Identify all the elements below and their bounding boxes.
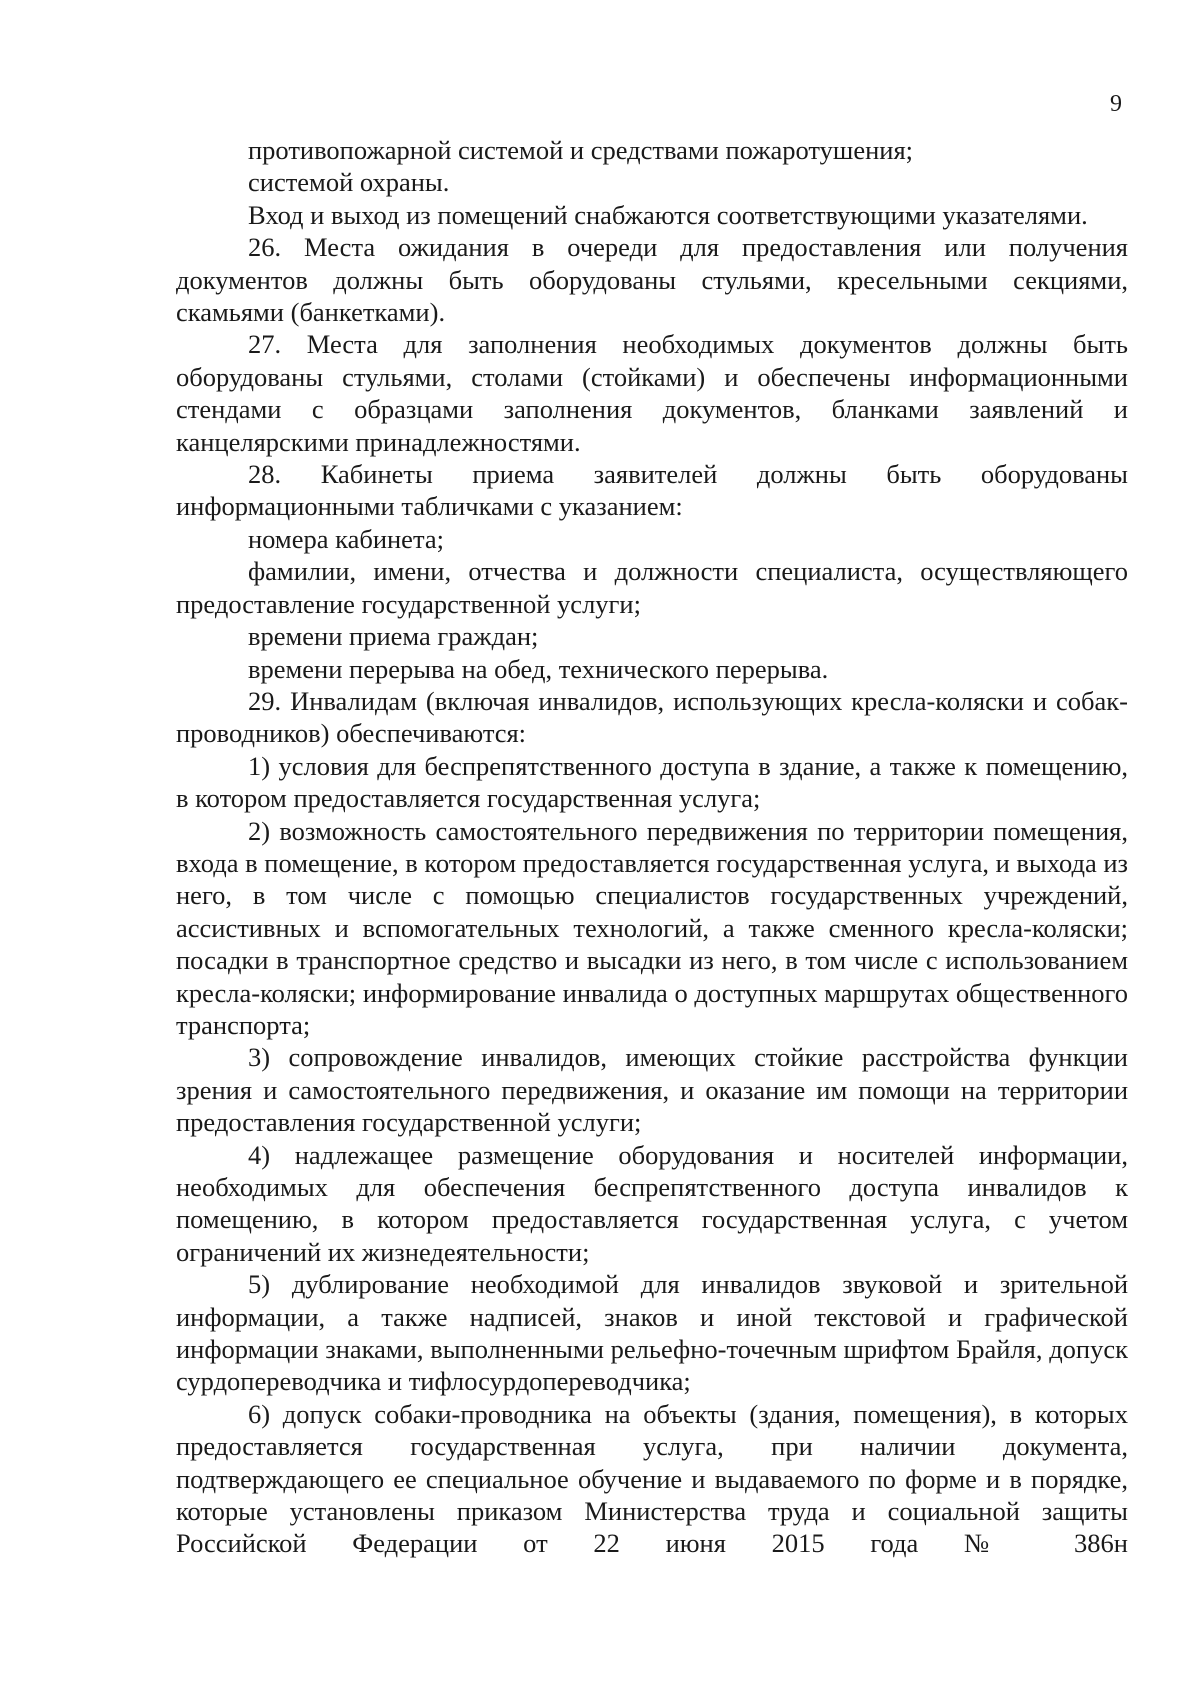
paragraph: 2) возможность самостоятельного передвижения по территории помещения, входа в помещение, в котором предоставляется государственная услуга, и выхода из него, в том числе с помощью специалистов государственных учреждений, ассистивных и вспомогательных технологий, а также сменного кресла-коляски; посадки в транспортное средство и высадки из него, в том числе с использованием кресла-коляски; информирование инвалида о доступных маршрутах общественного транспорта; (176, 815, 1128, 1040)
paragraph: 29. Инвалидам (включая инвалидов, использующих кресла-коляски и собак-проводников) обеспечиваются: (176, 685, 1128, 749)
paragraph: системой охраны. (248, 167, 450, 198)
paragraph: 6) допуск собаки-проводника на объекты (здания, помещения), в которых предоставляется государственная услуга, при наличии документа, подтверждающего ее специальное обучение и выдаваемого по форме и в порядке, которые установлены приказом Министерства труда и социальной защиты Российской Федерации от 22 июня 2015 года № 386н (176, 1398, 1128, 1559)
paragraph: фамилии, имени, отчества и должности специалиста, осуществляющего предоставление государственной услуги; (176, 556, 1128, 619)
paragraph: 27. Места для заполнения необходимых документов должны быть оборудованы стульями, столами (стойками) и обеспечены информационными стендами с образцами заполнения документов, бланками заявлений и канцелярскими принадлежностями. (176, 329, 1128, 457)
paragraph: 5) дублирование необходимой для инвалидов звуковой и зрительной информации, а также надписей, знаков и иной текстовой и графической информации знаками, выполненными рельефно-точечным шрифтом Брайля, допуск сурдопереводчика и тифлосурдопереводчика; (176, 1269, 1128, 1397)
paragraph: 3) сопровождение инвалидов, имеющих стойкие расстройства функции зрения и самостоятельного передвижения, и оказание им помощи на территории предоставления государственной услуги; (176, 1042, 1128, 1138)
page-number: 9 (1110, 91, 1122, 117)
paragraph: 1) условия для беспрепятственного доступа в здание, а также к помещению, в котором предоставляется государственная услуга; (176, 750, 1128, 814)
paragraph: 4) надлежащее размещение оборудования и носителей информации, необходимых для обеспечения беспрепятственного доступа инвалидов к помещению, в котором предоставляется государственная услуга, с учетом ограничений их жизнедеятельности; (176, 1139, 1128, 1267)
paragraph: 28. Кабинеты приема заявителей должны быть оборудованы информационными табличками с указанием: (176, 459, 1128, 522)
paragraph: времени перерыва на обед, технического перерыва. (248, 653, 829, 684)
document-body (176, 134, 1128, 1560)
paragraph: Вход и выход из помещений снабжаются соответствующими указателями. (248, 199, 1088, 230)
paragraph: 26. Места ожидания в очереди для предоставления или получения документов должны быть оборудованы стульями, кресельными секциями, скамьями (банкетками). (176, 232, 1128, 328)
paragraph: номера кабинета; (248, 523, 444, 554)
paragraph: противопожарной системой и средствами пожаротушения; (248, 135, 913, 165)
paragraph: времени приема граждан; (248, 621, 539, 652)
